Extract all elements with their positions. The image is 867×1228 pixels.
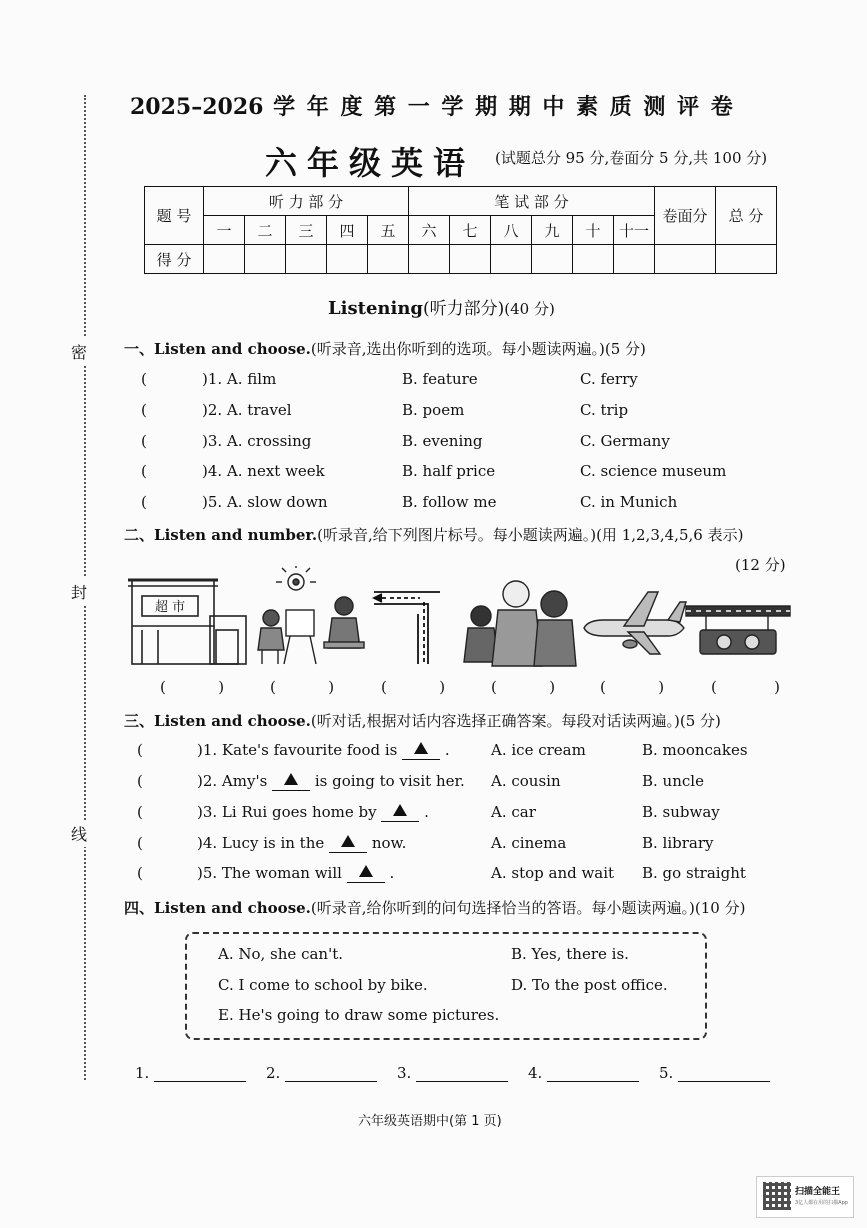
s1-option-b: B. follow me xyxy=(402,493,497,511)
picture-answer-5[interactable]: ( ) xyxy=(600,678,665,696)
triangle-icon xyxy=(284,773,298,785)
page-footer: 六年级英语期中(第 1 页) xyxy=(358,1114,502,1129)
s3-blank[interactable] xyxy=(347,864,385,883)
option-e: E. He's going to draw some pictures. xyxy=(218,1006,500,1024)
s1-answer-paren[interactable]: ( xyxy=(141,462,147,480)
s3-option-b: B. library xyxy=(642,834,714,852)
s3-blank[interactable] xyxy=(329,834,367,853)
s1-answer-paren[interactable]: ( xyxy=(141,493,147,511)
s3-option-a: A. cinema xyxy=(491,834,567,852)
picture-answer-1[interactable]: ( ) xyxy=(160,678,225,696)
s3-option-b: B. mooncakes xyxy=(642,741,748,759)
s3-answer-paren[interactable]: ( xyxy=(137,803,143,821)
score-cell[interactable] xyxy=(573,245,614,274)
family-picture xyxy=(464,581,576,666)
option-b: B. Yes, there is. xyxy=(511,945,629,963)
option-d: D. To the post office. xyxy=(511,976,668,994)
s1-option-a: )4. A. next week xyxy=(202,462,325,480)
section2-title xyxy=(124,524,743,545)
section2-points: (12 分) xyxy=(735,556,786,574)
s3-question-post: . xyxy=(444,741,450,759)
triangle-icon xyxy=(359,865,373,877)
answer-line[interactable] xyxy=(678,1067,770,1082)
s3-blank[interactable] xyxy=(402,741,440,760)
answer-slot-label: 2. xyxy=(266,1064,281,1082)
s1-answer-paren[interactable]: ( xyxy=(141,370,147,388)
listening-heading-cn: (听力部分) xyxy=(423,299,505,319)
s3-answer-paren[interactable]: ( xyxy=(137,834,143,852)
score-table-col: 八 xyxy=(491,216,532,245)
s3-answer-paren[interactable]: ( xyxy=(137,864,143,882)
kids-painting-picture xyxy=(258,566,364,664)
score-table-writing: 笔 试 部 分 xyxy=(409,187,655,216)
s1-option-c: C. in Munich xyxy=(580,493,678,511)
s3-answer-paren[interactable]: ( xyxy=(137,741,143,759)
s3-question-post: . xyxy=(424,803,429,821)
s3-answer-paren[interactable]: ( xyxy=(137,772,143,790)
answer-slot-label: 5. xyxy=(659,1064,674,1082)
score-cell[interactable] xyxy=(409,245,450,274)
qr-code-icon xyxy=(763,1182,791,1210)
seal-char-xian: 线 xyxy=(71,820,87,847)
score-table-listening: 听 力 部 分 xyxy=(204,187,409,216)
answer-line[interactable] xyxy=(416,1067,508,1082)
score-table xyxy=(144,186,777,274)
score-cell[interactable] xyxy=(286,245,327,274)
supermarket-sign: 超 市 xyxy=(155,600,186,615)
listening-heading-points: (40 分) xyxy=(504,300,555,318)
answer-line[interactable] xyxy=(547,1067,639,1082)
score-table-col: 六 xyxy=(409,216,450,245)
s3-question xyxy=(197,864,394,883)
s3-question xyxy=(197,772,465,791)
s1-option-a: )5. A. slow down xyxy=(202,493,328,511)
score-table-col: 七 xyxy=(450,216,491,245)
s3-option-b: B. go straight xyxy=(642,864,746,882)
scanner-watermark xyxy=(756,1176,854,1218)
scanner-name: 扫描全能王 xyxy=(795,1187,841,1197)
turn-left-sign-picture xyxy=(374,592,440,664)
section3-num: 三、 xyxy=(124,712,155,730)
answer-slot-label: 4. xyxy=(528,1064,543,1082)
score-table-label-number: 题 号 xyxy=(145,187,204,245)
s1-option-a: )3. A. crossing xyxy=(202,432,312,450)
option-c: C. I come to school by bike. xyxy=(218,976,428,994)
score-table-col: 十 xyxy=(573,216,614,245)
s3-question-pre: )3. Li Rui goes home by xyxy=(197,803,377,821)
s1-option-b: B. half price xyxy=(402,462,496,480)
s3-question xyxy=(197,741,450,760)
s1-option-b: B. feature xyxy=(402,370,478,388)
s1-option-c: C. ferry xyxy=(580,370,638,388)
score-table-col: 一 xyxy=(204,216,245,245)
section4-title-en: Listen and choose. xyxy=(154,899,311,917)
score-cell[interactable] xyxy=(327,245,368,274)
s3-option-b: B. uncle xyxy=(642,772,704,790)
section2-title-en: Listen and number. xyxy=(154,526,318,544)
section3-desc: (听对话,根据对话内容选择正确答案。每段对话读两遍。)(5 分) xyxy=(310,712,721,730)
section3-title-en: Listen and choose. xyxy=(154,712,311,730)
section2-pictures xyxy=(128,566,798,674)
section1-desc: (听录音,选出你听到的选项。每小题读两遍。)(5 分) xyxy=(310,340,646,358)
s3-option-a: A. stop and wait xyxy=(491,864,615,882)
score-cell[interactable] xyxy=(204,245,245,274)
s1-answer-paren[interactable]: ( xyxy=(141,432,147,450)
answer-line[interactable] xyxy=(285,1067,377,1082)
exam-title xyxy=(130,90,800,121)
exam-title-rest: 学 年 度 第 一 学 期 期 中 素 质 测 评 卷 xyxy=(273,94,735,120)
s1-option-c: C. Germany xyxy=(580,432,670,450)
score-table-label-score: 得 分 xyxy=(145,245,204,274)
seal-char-mi: 密 xyxy=(71,338,87,365)
score-cell[interactable] xyxy=(532,245,573,274)
section3-title xyxy=(124,710,721,731)
s3-option-a: A. ice cream xyxy=(491,741,586,759)
score-table-col: 四 xyxy=(327,216,368,245)
s3-question-post: is going to visit her. xyxy=(314,772,465,790)
score-cell[interactable] xyxy=(655,245,716,274)
answer-slot-5[interactable] xyxy=(659,1064,770,1082)
score-table-col: 十一 xyxy=(614,216,655,245)
score-cell[interactable] xyxy=(716,245,777,274)
score-cell[interactable] xyxy=(450,245,491,274)
s3-blank[interactable] xyxy=(381,803,419,822)
answer-slot-label: 1. xyxy=(135,1064,150,1082)
s3-question-post: . xyxy=(389,864,395,882)
score-table-col: 二 xyxy=(245,216,286,245)
triangle-icon xyxy=(341,835,355,847)
answer-line[interactable] xyxy=(154,1067,246,1082)
triangle-icon xyxy=(414,742,428,754)
s1-option-a: )1. A. film xyxy=(202,370,277,388)
score-cell[interactable] xyxy=(368,245,409,274)
supermarket-picture xyxy=(128,580,246,664)
s1-option-c: C. science museum xyxy=(580,462,727,480)
score-cell[interactable] xyxy=(491,245,532,274)
picture-answer-3[interactable]: ( ) xyxy=(381,678,446,696)
s1-option-b: B. poem xyxy=(402,401,465,419)
answer-slot-1[interactable] xyxy=(135,1064,246,1082)
answer-slot-3[interactable] xyxy=(397,1064,508,1082)
s3-question-pre: )5. The woman will xyxy=(197,864,342,882)
traffic-light-picture xyxy=(686,606,790,654)
s3-question xyxy=(197,834,406,853)
score-table-total: 总 分 xyxy=(716,187,777,245)
s3-blank[interactable] xyxy=(272,772,310,791)
subject-title: 六年级英语 xyxy=(265,144,476,182)
s1-answer-paren[interactable]: ( xyxy=(141,401,147,419)
s3-question-pre: )1. Kate's favourite food is xyxy=(197,741,398,759)
s3-option-a: A. cousin xyxy=(491,772,561,790)
score-cell[interactable] xyxy=(614,245,655,274)
subject-note: (试题总分 95 分,卷面分 5 分,共 100 分) xyxy=(495,149,768,167)
s3-question-post: now. xyxy=(371,834,407,852)
picture-answer-2[interactable]: ( ) xyxy=(270,678,335,696)
section1-num: 一、 xyxy=(124,340,155,358)
exam-year: 2025–2026 xyxy=(130,94,264,120)
section1-title-en: Listen and choose. xyxy=(154,340,311,358)
s3-option-b: B. subway xyxy=(642,803,720,821)
s1-option-c: C. trip xyxy=(580,401,629,419)
listening-heading-en: Listening xyxy=(328,298,423,319)
score-table-col: 三 xyxy=(286,216,327,245)
seal-char-feng: 封 xyxy=(71,578,87,605)
score-table-neatness: 卷面分 xyxy=(655,187,716,245)
section2-desc: (听录音,给下列图片标号。每小题读两遍。)(用 1,2,3,4,5,6 表示) xyxy=(317,526,744,544)
score-table-col: 五 xyxy=(368,216,409,245)
picture-answer-6[interactable]: ( ) xyxy=(711,678,780,696)
option-a: A. No, she can't. xyxy=(218,945,343,963)
s3-question xyxy=(197,803,429,822)
answer-slot-2[interactable] xyxy=(266,1064,377,1082)
picture-answer-4[interactable]: ( ) xyxy=(491,678,556,696)
listening-heading xyxy=(328,294,555,319)
answer-slot-4[interactable] xyxy=(528,1064,639,1082)
s1-option-b: B. evening xyxy=(402,432,483,450)
s3-question-pre: )2. Amy's xyxy=(197,772,268,790)
section4-title xyxy=(124,897,745,918)
section2-num: 二、 xyxy=(124,526,155,544)
airplane-picture xyxy=(584,592,686,654)
s3-question-pre: )4. Lucy is in the xyxy=(197,834,325,852)
score-table-col: 九 xyxy=(532,216,573,245)
section1-title xyxy=(124,338,646,359)
score-cell[interactable] xyxy=(245,245,286,274)
s3-option-a: A. car xyxy=(491,803,536,821)
answer-slot-label: 3. xyxy=(397,1064,412,1082)
section4-desc: (听录音,给你听到的问句选择恰当的答语。每小题读两遍。)(10 分) xyxy=(310,899,746,917)
s1-option-a: )2. A. travel xyxy=(202,401,292,419)
triangle-icon xyxy=(393,804,407,816)
section4-num: 四、 xyxy=(124,899,155,917)
scanner-sub: 3亿人都在用的扫描App xyxy=(795,1200,848,1206)
